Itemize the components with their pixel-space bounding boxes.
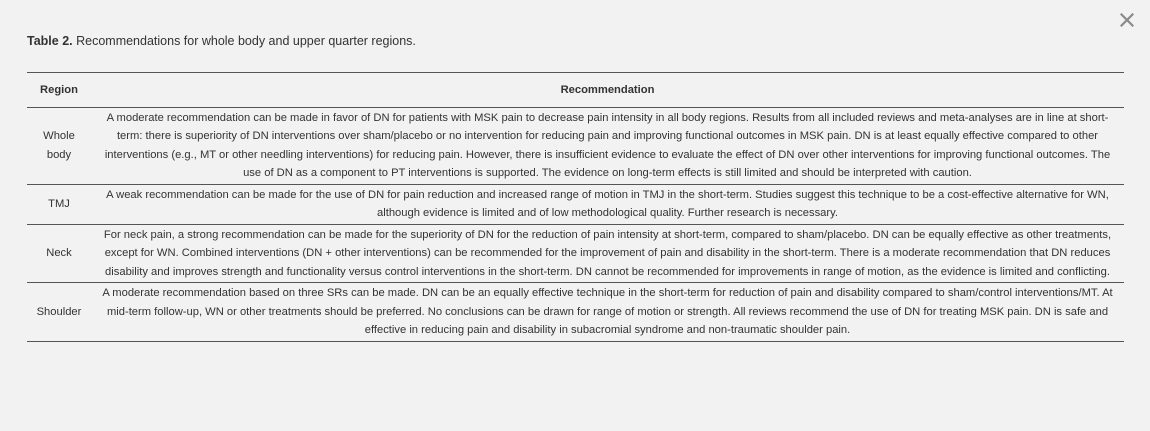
column-header-region: Region — [27, 73, 91, 108]
table-caption-label: Table 2. — [27, 34, 73, 48]
table-caption-text: Recommendations for whole body and upper quarter regions. — [72, 34, 416, 48]
recommendation-cell: A moderate recommendation can be made in favor of DN for patients with MSK pain to decrease pain intensity in all body regions. Results from all included reviews and meta-analyses are in line at short-term: there is superiority of DN interventions over sham/placebo or no intervention for reducing pain and improving functional outcomes in MSK pain. DN is at least equally effective compared to other interventions (e.g., MT or other needling interventions) for reducing pain. However, there is insufficient evidence to evaluate the effect of DN over other interventions for improving functional outcomes. The use of DN as a component to PT interventions is supported. The evidence on long-term effects is still limited and should be interpreted with caution. — [91, 107, 1124, 184]
region-cell: Whole body — [27, 107, 91, 184]
recommendation-cell: A moderate recommendation based on three SRs can be made. DN can be an equally effective technique in the short-term for reduction of pain and disability compared to sham/control interventions/MT. At mid-term follow-up, WN or other treatments should be preferred. No conclusions can be drawn for range of motion or strength. All reviews recommend the use of DN for treating MSK pain. DN is safe and effective in reducing pain and disability in subacromial syndrome and non-traumatic shoulder pain. — [91, 283, 1124, 342]
close-icon — [1120, 13, 1134, 27]
table-header-row — [27, 73, 1124, 108]
table-caption — [27, 34, 416, 48]
recommendation-cell: For neck pain, a strong recommendation can be made for the superiority of DN for the reduction of pain intensity at short-term, compared to sham/placebo. DN can be equally effective as other treatments, except for WN. Combined interventions (DN + other interventions) can be recommended for the improvement of pain and disability in the short-term. There is a moderate recommendation that DN reduces disability and improves strength and functionality versus control interventions in the short-term. DN cannot be recommended for improvements in range of motion, as the evidence is limited and conflicting. — [91, 224, 1124, 283]
close-button[interactable] — [1116, 9, 1138, 31]
table-row — [27, 184, 1124, 224]
table-row — [27, 224, 1124, 283]
recommendations-table — [27, 72, 1124, 342]
region-cell: Neck — [27, 224, 91, 283]
table-row — [27, 283, 1124, 342]
table-row — [27, 107, 1124, 184]
column-header-recommendation: Recommendation — [91, 73, 1124, 108]
region-cell: TMJ — [27, 184, 91, 224]
recommendation-cell: A weak recommendation can be made for the use of DN for pain reduction and increased range of motion in TMJ in the short-term. Studies suggest this technique to be a cost-effective alternative for WN, although evidence is limited and of low methodological quality. Further research is necessary. — [91, 184, 1124, 224]
region-cell: Shoulder — [27, 283, 91, 342]
